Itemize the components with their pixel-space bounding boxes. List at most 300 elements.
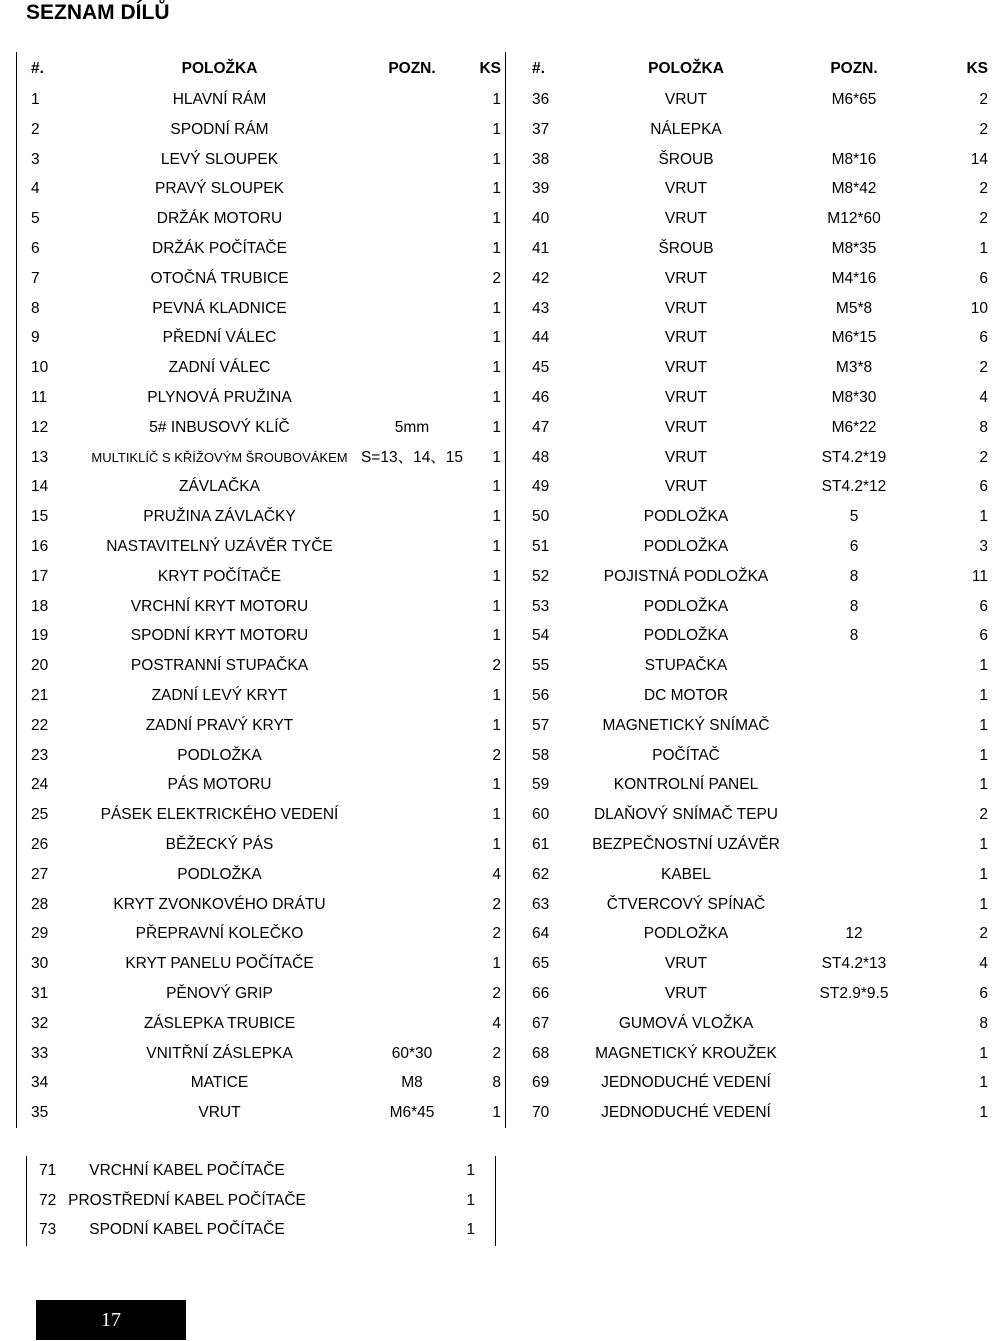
page-title: SEZNAM DÍLŮ: [26, 1, 170, 24]
cell-name: BĚŽECKÝ PÁS: [165, 835, 274, 853]
cell-name: VRUT: [664, 448, 708, 466]
cell-qty: 1: [492, 835, 501, 853]
cell-qty: 1: [492, 716, 501, 734]
cell-note: 6: [849, 537, 859, 555]
table-row: [17, 592, 505, 622]
cell-name: VRUT: [664, 91, 708, 108]
cell-num: 43: [532, 299, 550, 317]
cell-name: KRYT PANELU POČÍTAČE: [125, 955, 314, 973]
cell-name: VRUT: [664, 269, 708, 287]
header-note: POZN.: [830, 60, 878, 77]
cell-num: 24: [31, 776, 49, 794]
cell-num: 3: [31, 150, 40, 168]
cell-name: KONTROLNÍ PANEL: [613, 776, 759, 794]
table-row: [17, 532, 505, 562]
cell-qty: 1: [979, 1074, 988, 1092]
table-row: [17, 770, 505, 800]
cell-num: 57: [532, 716, 550, 734]
table-row: [506, 592, 994, 622]
cell-num: 36: [532, 91, 550, 108]
cell-name: JEDNODUCHÉ VEDENÍ: [601, 1074, 771, 1092]
cell-qty: 14: [970, 150, 988, 168]
table-row: [17, 830, 505, 860]
cell-name: NASTAVITELNÝ UZÁVĚR TYČE: [106, 537, 333, 555]
cell-num: 72: [39, 1191, 57, 1209]
table-row: [17, 472, 505, 502]
cell-name: KABEL: [661, 865, 711, 883]
cell-name: VRUT: [664, 299, 708, 317]
cell-name: VRUT: [664, 180, 708, 198]
cell-qty: 2: [979, 359, 988, 377]
cell-name: VRUT: [198, 1104, 241, 1122]
cell-num: 22: [31, 716, 49, 734]
cell-qty: 8: [979, 418, 988, 436]
table-row: [17, 681, 505, 711]
table-row: [506, 562, 994, 592]
table-row: [506, 949, 994, 979]
cell-name: KRYT ZVONKOVÉHO DRÁTU: [113, 895, 326, 913]
table-row: [506, 770, 994, 800]
cell-qty: 2: [492, 984, 501, 1002]
cell-qty: 1: [492, 329, 501, 347]
table-row: [506, 115, 994, 145]
cell-num: 64: [532, 925, 550, 943]
cell-note: ST2.9*9.5: [819, 984, 889, 1002]
cell-num: 10: [31, 359, 49, 377]
cell-qty: 1: [492, 955, 501, 973]
table-row: [506, 234, 994, 264]
cell-name: VRUT: [664, 388, 708, 406]
cell-qty: 1: [492, 1104, 501, 1122]
cell-name: ŠROUB: [658, 150, 714, 168]
cell-qty: 1: [492, 776, 501, 794]
cell-qty: 2: [979, 91, 988, 108]
cell-num: 23: [31, 746, 49, 764]
table-header: [506, 52, 994, 85]
cell-qty: 1: [492, 150, 501, 168]
table-row: [506, 621, 994, 651]
cell-name: NÁLEPKA: [650, 120, 722, 138]
cell-num: 27: [31, 865, 49, 883]
cell-qty: 6: [979, 269, 988, 287]
table-row: [506, 1009, 994, 1039]
cell-name: POSTRANNÍ STUPAČKA: [130, 657, 309, 675]
page-number: 17: [36, 1300, 186, 1340]
cell-name: DLAŇOVÝ SNÍMAČ TEPU: [593, 806, 779, 824]
cell-note: 8: [849, 567, 859, 585]
cell-num: 4: [31, 180, 40, 198]
cell-num: 21: [31, 686, 49, 704]
table-row: [27, 1156, 495, 1186]
cell-name: MATICE: [190, 1074, 249, 1092]
cell-num: 55: [532, 657, 550, 675]
cell-name: VRUT: [664, 955, 708, 973]
table-row: [506, 264, 994, 294]
cell-num: 66: [532, 984, 550, 1002]
cell-num: 16: [31, 537, 49, 555]
cell-qty: 6: [979, 984, 988, 1002]
table-row: [17, 234, 505, 264]
table-row: [17, 741, 505, 771]
cell-name: PŘEDNÍ VÁLEC: [162, 329, 277, 347]
cell-num: 13: [31, 448, 49, 466]
cell-num: 73: [39, 1221, 57, 1239]
cell-qty: 2: [492, 895, 501, 913]
cell-qty: 4: [979, 388, 988, 406]
cell-num: 40: [532, 210, 550, 228]
cell-qty: 4: [492, 865, 501, 883]
cell-num: 58: [532, 746, 550, 764]
cell-qty: 2: [492, 1044, 501, 1062]
table-row: [506, 443, 994, 473]
cell-qty: 1: [492, 508, 501, 526]
cell-num: 45: [532, 359, 550, 377]
table-row: [17, 115, 505, 145]
cell-num: 46: [532, 388, 550, 406]
cell-qty: 2: [979, 180, 988, 198]
table-row: [17, 294, 505, 324]
cell-name: MAGNETICKÝ SNÍMAČ: [602, 716, 770, 734]
table-row: [506, 472, 994, 502]
table-row: [506, 502, 994, 532]
cell-num: 59: [532, 776, 550, 794]
cell-qty: 1: [979, 895, 988, 913]
cell-name: SPODNÍ RÁM: [170, 120, 269, 138]
table-row: [17, 204, 505, 234]
cell-num: 35: [31, 1104, 49, 1122]
header-num: #.: [31, 60, 44, 77]
cell-qty: 6: [979, 478, 988, 496]
cell-note: M8: [401, 1074, 423, 1092]
cell-num: 28: [31, 895, 49, 913]
cell-note: M8*35: [831, 239, 877, 257]
table-row: [17, 502, 505, 532]
header-qty: KS: [479, 60, 501, 77]
cell-num: 68: [532, 1044, 550, 1062]
cell-num: 39: [532, 180, 550, 198]
cell-qty: 1: [466, 1221, 475, 1239]
cell-qty: 1: [492, 299, 501, 317]
cell-name: PRAVÝ SLOUPEK: [155, 180, 284, 198]
table-row: [27, 1186, 495, 1216]
cell-name: DRŽÁK POČÍTAČE: [152, 239, 287, 257]
cell-note: M8*16: [831, 150, 877, 168]
cell-note: M4*16: [831, 269, 877, 287]
table-row: [506, 919, 994, 949]
cell-qty: 3: [979, 537, 988, 555]
cell-qty: 1: [492, 180, 501, 198]
cell-qty: 2: [979, 448, 988, 466]
table-row: [506, 1098, 994, 1128]
cell-name: PODLOŽKA: [643, 627, 729, 645]
cell-qty: 1: [492, 388, 501, 406]
parts-table-left: [16, 52, 505, 1128]
cell-name: BEZPEČNOSTNÍ UZÁVĚR: [592, 835, 780, 853]
table-row: [506, 1039, 994, 1069]
cell-qty: 1: [492, 210, 501, 228]
cell-name: ZADNÍ LEVÝ KRYT: [151, 686, 288, 704]
cell-qty: 8: [979, 1014, 988, 1032]
cell-note: 8: [849, 627, 859, 645]
cell-name: PĚNOVÝ GRIP: [166, 984, 273, 1002]
cell-note: ST4.2*13: [821, 955, 887, 973]
table-row: [506, 830, 994, 860]
cell-qty: 1: [492, 418, 501, 436]
cell-num: 67: [532, 1014, 550, 1032]
table-row: [506, 651, 994, 681]
table-row: [506, 979, 994, 1009]
cell-name: ČTVERCOVÝ SPÍNAČ: [606, 895, 766, 913]
table-row: [17, 383, 505, 413]
cell-num: 9: [31, 329, 40, 347]
cell-qty: 1: [979, 746, 988, 764]
cell-num: 54: [532, 627, 550, 645]
cell-note: S=13、14、15: [360, 448, 464, 466]
table-row: [506, 860, 994, 890]
cell-qty: 1: [979, 1044, 988, 1062]
cell-num: 50: [532, 508, 550, 526]
cell-num: 31: [31, 984, 49, 1002]
cell-num: 37: [532, 120, 550, 138]
cell-note: 60*30: [391, 1044, 433, 1062]
cell-name: SPODNÍ KABEL POČÍTAČE: [89, 1221, 285, 1239]
cell-note: 5: [849, 508, 859, 526]
cell-num: 63: [532, 895, 550, 913]
table-row: [506, 383, 994, 413]
cell-name: PÁSEK ELEKTRICKÉHO VEDENÍ: [100, 806, 339, 824]
table-row: [17, 621, 505, 651]
cell-num: 32: [31, 1014, 49, 1032]
cell-name: JEDNODUCHÉ VEDENÍ: [601, 1104, 771, 1122]
table-row: [17, 145, 505, 175]
cell-name: DRŽÁK MOTORU: [156, 210, 283, 228]
table-row: [506, 890, 994, 920]
cell-qty: 2: [979, 925, 988, 943]
cell-num: 49: [532, 478, 550, 496]
cell-qty: 1: [979, 865, 988, 883]
header-note: POZN.: [388, 60, 436, 77]
cell-num: 17: [31, 567, 49, 585]
cell-name: VRUT: [664, 418, 708, 436]
table-row: [17, 949, 505, 979]
cell-name: PEVNÁ KLADNICE: [152, 299, 287, 317]
cell-name: PLYNOVÁ PRUŽINA: [147, 388, 292, 406]
cell-num: 70: [532, 1104, 550, 1122]
table-row: [506, 323, 994, 353]
table-row: [17, 1098, 505, 1128]
cell-name: PŘEPRAVNÍ KOLEČKO: [135, 925, 304, 943]
cell-name: POČÍTAČ: [652, 746, 720, 764]
cell-num: 18: [31, 597, 49, 615]
table-row: [506, 681, 994, 711]
cell-qty: 2: [979, 210, 988, 228]
cell-num: 19: [31, 627, 49, 645]
cell-name: VRCHNÍ KABEL POČÍTAČE: [89, 1162, 285, 1179]
cell-note: M6*15: [831, 329, 877, 347]
cell-note: M8*42: [831, 180, 877, 198]
cell-note: M12*60: [827, 210, 881, 228]
cell-note: 12: [845, 925, 863, 943]
cell-num: 8: [31, 299, 40, 317]
cell-name: ZADNÍ VÁLEC: [168, 359, 271, 377]
cell-num: 44: [532, 329, 550, 347]
cell-qty: 6: [979, 597, 988, 615]
cell-qty: 1: [979, 776, 988, 794]
cell-num: 6: [31, 239, 40, 257]
cell-num: 69: [532, 1074, 550, 1092]
cell-qty: 1: [492, 567, 501, 585]
cell-name: LEVÝ SLOUPEK: [160, 150, 279, 168]
cell-num: 61: [532, 835, 550, 853]
table-row: [17, 443, 505, 473]
cell-name: PRUŽINA ZÁVLAČKY: [143, 508, 296, 526]
table-row: [17, 800, 505, 830]
cell-num: 1: [31, 91, 40, 108]
cell-qty: 1: [979, 239, 988, 257]
cell-qty: 10: [970, 299, 988, 317]
cell-qty: 1: [492, 239, 501, 257]
cell-num: 62: [532, 865, 550, 883]
cell-qty: 1: [492, 478, 501, 496]
table-row: [17, 979, 505, 1009]
table-row: [17, 1009, 505, 1039]
table-row: [506, 741, 994, 771]
table-row: [506, 204, 994, 234]
cell-name: VRUT: [664, 329, 708, 347]
cell-num: 15: [31, 508, 49, 526]
cell-qty: 1: [492, 686, 501, 704]
cell-qty: 2: [979, 120, 988, 138]
cell-name: ZÁVLAČKA: [179, 478, 260, 496]
header-name: POLOŽKA: [648, 60, 724, 77]
table-row: [506, 1068, 994, 1098]
table-row: [17, 1039, 505, 1069]
cell-qty: 1: [492, 91, 501, 108]
cell-qty: 1: [492, 537, 501, 555]
cell-note: M5*8: [835, 299, 873, 317]
cell-num: 25: [31, 806, 49, 824]
cell-qty: 1: [979, 716, 988, 734]
cell-name: VRCHNÍ KRYT MOTORU: [130, 597, 309, 615]
cell-qty: 4: [979, 955, 988, 973]
cell-num: 7: [31, 269, 40, 287]
table-row: [17, 860, 505, 890]
cell-qty: 1: [979, 508, 988, 526]
cell-name: VRUT: [664, 359, 708, 377]
cell-qty: 1: [466, 1191, 475, 1209]
table-row: [506, 294, 994, 324]
cell-qty: 11: [971, 567, 988, 585]
table-row: [17, 562, 505, 592]
header-num: #.: [532, 60, 545, 77]
cell-name: VRUT: [664, 210, 708, 228]
cell-note: M8*30: [831, 388, 877, 406]
cell-num: 26: [31, 835, 49, 853]
parts-table-bottom: [26, 1156, 496, 1246]
cell-qty: 2: [492, 746, 501, 764]
table-row: [17, 264, 505, 294]
cell-name: VRUT: [664, 478, 708, 496]
cell-note: ST4.2*12: [821, 478, 887, 496]
cell-name: PODLOŽKA: [643, 537, 729, 555]
cell-num: 71: [39, 1162, 57, 1179]
cell-qty: 1: [492, 806, 501, 824]
cell-name: MAGNETICKÝ KROUŽEK: [595, 1044, 777, 1062]
cell-num: 20: [31, 657, 49, 675]
cell-name: OTOČNÁ TRUBICE: [150, 269, 289, 287]
cell-num: 53: [532, 597, 550, 615]
cell-note: M6*22: [831, 418, 877, 436]
cell-note: M3*8: [835, 359, 873, 377]
cell-name: PODLOŽKA: [177, 746, 262, 764]
cell-qty: 1: [492, 448, 501, 466]
cell-num: 11: [31, 388, 48, 406]
header-qty: KS: [966, 60, 988, 77]
cell-num: 51: [532, 537, 550, 555]
cell-num: 47: [532, 418, 550, 436]
table-row: [506, 174, 994, 204]
table-row: [17, 413, 505, 443]
cell-num: 30: [31, 955, 49, 973]
table-row: [506, 353, 994, 383]
cell-qty: 1: [466, 1162, 475, 1179]
cell-qty: 1: [979, 686, 988, 704]
cell-num: 65: [532, 955, 550, 973]
cell-num: 14: [31, 478, 49, 496]
cell-qty: 4: [492, 1014, 501, 1032]
cell-name: KRYT POČÍTAČE: [157, 567, 282, 585]
cell-name: HLAVNÍ RÁM: [172, 91, 267, 108]
table-row: [506, 413, 994, 443]
cell-num: 52: [532, 567, 550, 585]
cell-qty: 6: [979, 329, 988, 347]
cell-num: 38: [532, 150, 550, 168]
cell-name: GUMOVÁ VLOŽKA: [618, 1014, 754, 1032]
cell-num: 34: [31, 1074, 49, 1092]
cell-num: 12: [31, 418, 49, 436]
cell-qty: 1: [492, 597, 501, 615]
cell-name: POJISTNÁ PODLOŽKA: [603, 567, 769, 585]
table-row: [17, 174, 505, 204]
table-row: [506, 711, 994, 741]
cell-name: STUPAČKA: [644, 657, 728, 675]
cell-qty: 2: [492, 657, 501, 675]
cell-name: MULTIKLÍČ S KŘÍŽOVÝM ŠROUBOVÁKEM: [91, 449, 348, 465]
cell-qty: 1: [979, 657, 988, 675]
cell-num: 48: [532, 448, 550, 466]
table-row: [506, 145, 994, 175]
cell-name: PODLOŽKA: [643, 925, 729, 943]
cell-name: PODLOŽKA: [177, 865, 262, 883]
cell-qty: 6: [979, 627, 988, 645]
cell-qty: 1: [979, 1104, 988, 1122]
cell-note: M6*45: [389, 1104, 435, 1122]
cell-name: VNITŘNÍ ZÁSLEPKA: [146, 1044, 293, 1062]
cell-qty: 1: [492, 120, 501, 138]
table-row: [17, 323, 505, 353]
cell-qty: 1: [492, 627, 501, 645]
cell-name: PODLOŽKA: [643, 597, 729, 615]
cell-name: 5# INBUSOVÝ KLÍČ: [149, 418, 290, 436]
cell-name: PROSTŘEDNÍ KABEL POČÍTAČE: [68, 1191, 306, 1209]
cell-name: PÁS MOTORU: [167, 776, 272, 794]
table-row: [506, 532, 994, 562]
cell-note: M6*65: [831, 91, 877, 108]
table-row: [17, 1068, 505, 1098]
table-row: [506, 800, 994, 830]
table-row: [17, 919, 505, 949]
table-row: [506, 85, 994, 115]
